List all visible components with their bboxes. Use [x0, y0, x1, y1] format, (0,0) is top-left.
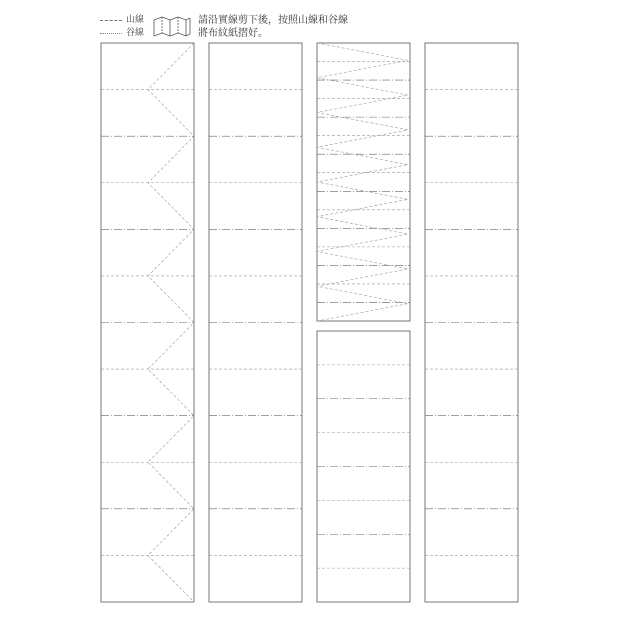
cutting-instructions	[198, 14, 358, 40]
instruction-line-1: 請沿實線剪下後，按照山線和谷線	[198, 15, 348, 26]
instruction-line-2: 將布紋紙摺好。	[198, 28, 268, 39]
mountain-line-label: 山線	[126, 15, 145, 25]
accordion-fold-icon	[152, 14, 192, 40]
valley-line-label: 谷線	[126, 28, 145, 38]
dense-zigzag-strip-cut-outline	[317, 43, 410, 321]
mountain-line-sample	[100, 20, 122, 21]
dense-zigzag-strip-diagonal-folds	[317, 43, 408, 321]
valley-line-sample	[100, 33, 122, 34]
